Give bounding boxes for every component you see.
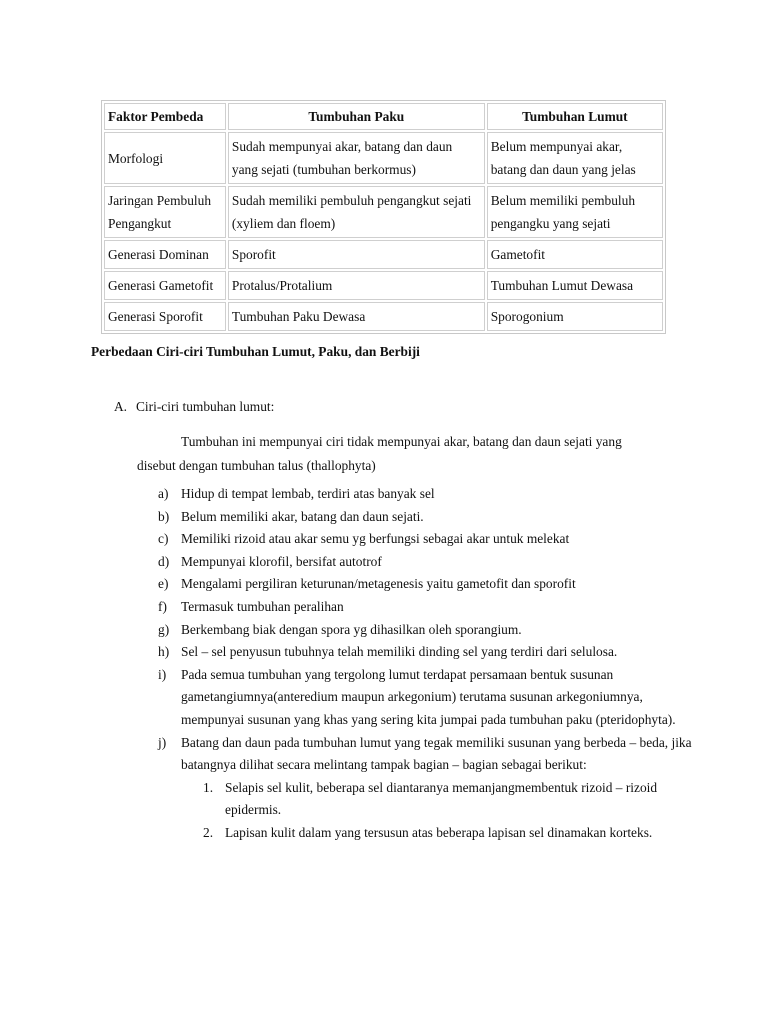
intro-line-2: disebut dengan tumbuhan talus (thallophyta)	[137, 458, 376, 473]
table-cell: Sporogonium	[487, 302, 663, 331]
section-a-marker: A.	[114, 399, 128, 414]
section-a-title: Ciri-ciri tumbuhan lumut:	[136, 399, 275, 414]
table-cell: Protalus/Protalium	[228, 271, 485, 300]
list-item-text: Belum memiliki akar, batang dan daun sejati.	[181, 508, 424, 524]
table-row	[104, 302, 663, 331]
table-cell: Generasi Dominan	[104, 240, 226, 269]
table-cell: Tumbuhan Lumut Dewasa	[487, 271, 663, 300]
nested-list-marker: 2.	[203, 824, 214, 840]
table-row	[104, 240, 663, 269]
list-item	[158, 483, 698, 506]
list-marker: h)	[158, 644, 170, 660]
table-cell: Generasi Sporofit	[104, 302, 226, 331]
list-item	[158, 506, 698, 529]
list-marker: d)	[158, 553, 170, 569]
table-cell: Jaringan Pembuluh Pengangkut	[104, 186, 226, 238]
table-cell: Belum memiliki pembuluh pengangku yang sejati	[487, 186, 663, 238]
list-item-text: Memiliki rizoid atau akar semu yg berfungsi sebagai akar untuk melekat	[181, 531, 570, 547]
table-cell: Sporofit	[228, 240, 485, 269]
list-marker: c)	[158, 531, 169, 547]
table-cell: Tumbuhan Paku Dewasa	[228, 302, 485, 331]
list-item-text: Batang dan daun pada tumbuhan lumut yang tegak memiliki susunan yang berbeda – beda, jika batangnya dilihat secara melintang tampak bagian – bagian sebagai berikut:	[181, 734, 692, 773]
nested-list	[181, 777, 698, 845]
list-item-text: Pada semua tumbuhan yang tergolong lumut terdapat persamaan bentuk susunan gametangiumnya(anteredium maupun arkegonium) terutama susunan arkegoniumnya, mempunyai susunan yang khas yang sering kita jumpai pada tumbuhan paku (pteridophyta).	[181, 666, 676, 727]
list-item-text: Mempunyai klorofil, bersifat autotrof	[181, 553, 382, 569]
header-tumbuhan-lumut: Tumbuhan Lumut	[487, 103, 663, 130]
list-item	[158, 528, 698, 551]
list-marker: f)	[158, 598, 167, 614]
nested-list-marker: 1.	[203, 779, 214, 795]
list-marker: e)	[158, 576, 169, 592]
list-marker: i)	[158, 666, 167, 682]
comparison-table	[101, 100, 666, 334]
list-item-text: Mengalami pergiliran keturunan/metagenesis yaitu gametofit dan sporofit	[181, 576, 576, 592]
table-cell: Sudah mempunyai akar, batang dan daun yang sejati (tumbuhan berkormus)	[228, 132, 485, 184]
table-row	[104, 132, 663, 184]
table-cell: Morfologi	[104, 132, 226, 184]
list-marker: j)	[158, 734, 167, 750]
nested-list-item-text: Selapis sel kulit, beberapa sel diantaranya memanjangmembentuk rizoid – rizoid epidermis.	[225, 779, 658, 818]
table-cell: Gametofit	[487, 240, 663, 269]
characteristics-list	[158, 483, 698, 845]
list-marker: g)	[158, 621, 170, 637]
list-item-text: Termasuk tumbuhan peralihan	[181, 598, 344, 614]
list-item	[158, 573, 698, 596]
list-item	[158, 551, 698, 574]
section-a-heading	[114, 399, 274, 415]
list-item	[158, 596, 698, 619]
nested-list-item-text: Lapisan kulit dalam yang tersusun atas beberapa lapisan sel dinamakan korteks.	[225, 824, 653, 840]
list-item-text: Berkembang biak dengan spora yg dihasilkan oleh sporangium.	[181, 621, 522, 637]
list-item	[158, 619, 698, 642]
list-item	[158, 641, 698, 664]
list-item-text: Sel – sel penyusun tubuhnya telah memiliki dinding sel yang terdiri dari selulosa.	[181, 644, 618, 660]
table-header-row	[104, 103, 663, 130]
section-heading: Perbedaan Ciri-ciri Tumbuhan Lumut, Paku, dan Berbiji	[91, 344, 420, 359]
list-marker: a)	[158, 486, 169, 501]
intro-line-1: Tumbuhan ini mempunyai ciri tidak mempunyai akar, batang dan daun sejati yang	[181, 434, 622, 449]
header-faktor-pembeda: Faktor Pembeda	[104, 103, 226, 130]
list-marker: b)	[158, 508, 170, 524]
header-tumbuhan-paku: Tumbuhan Paku	[228, 103, 485, 130]
list-item	[158, 664, 698, 732]
table-cell: Sudah memiliki pembuluh pengangkut sejati (xyliem dan floem)	[228, 186, 485, 238]
intro-paragraph	[137, 430, 697, 478]
list-item	[158, 732, 698, 845]
table-row	[104, 271, 663, 300]
list-item-text: Hidup di tempat lembab, terdiri atas banyak sel	[181, 486, 435, 501]
table-cell: Belum mempunyai akar, batang dan daun yang jelas	[487, 132, 663, 184]
nested-list-item	[203, 822, 698, 845]
table-cell: Generasi Gametofit	[104, 271, 226, 300]
table-row	[104, 186, 663, 238]
nested-list-item	[203, 777, 698, 822]
